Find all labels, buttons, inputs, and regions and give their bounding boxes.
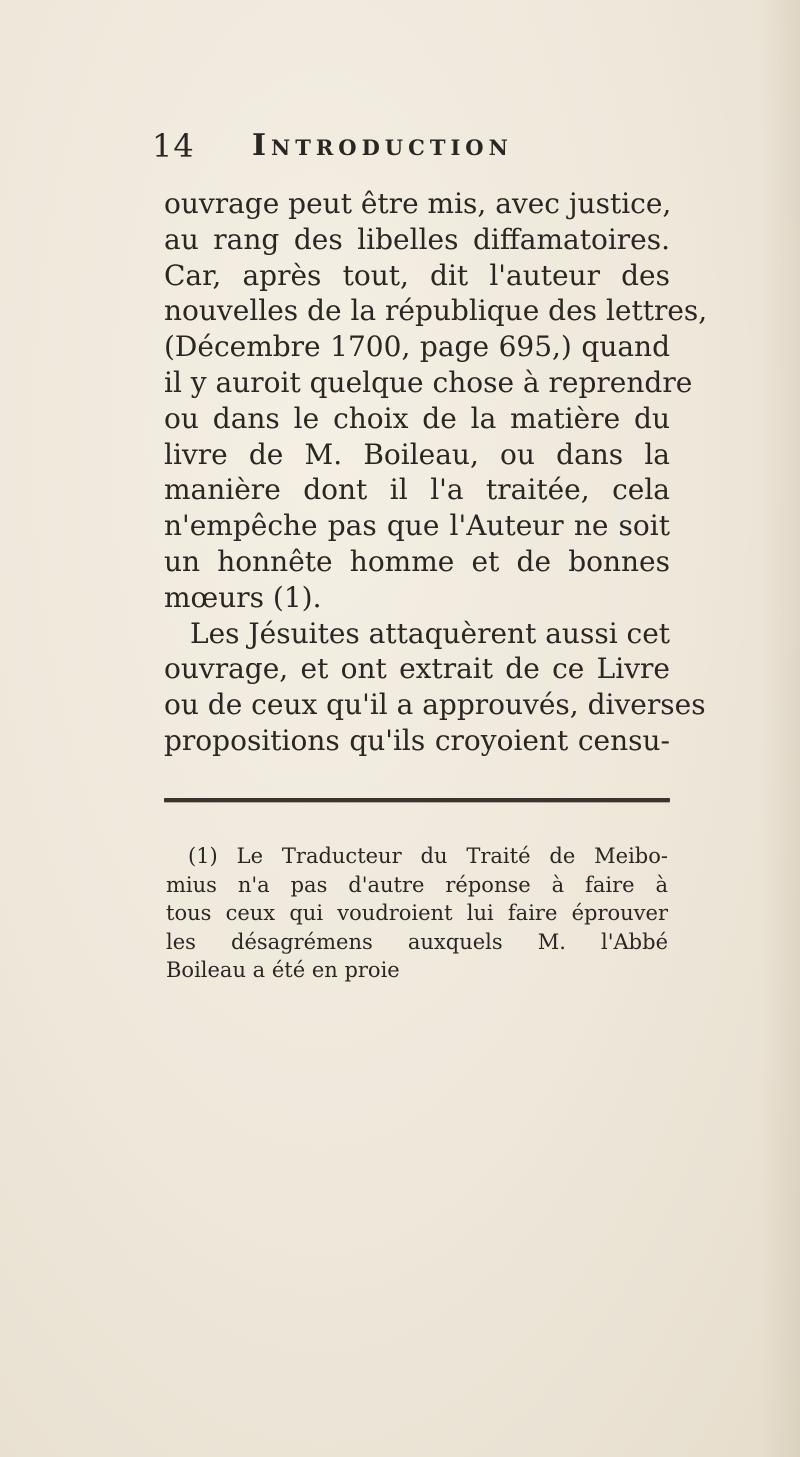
text-line: ouvrage, et ont extrait de ce Livre xyxy=(164,652,670,686)
footnote xyxy=(166,842,668,985)
footnote-line: les désagrémens auxquels M. l'Abbé xyxy=(166,929,668,954)
text-line: livre de M. Boileau, ou dans la xyxy=(164,437,670,471)
running-head: Introduction xyxy=(252,128,513,163)
page-edge-shadow xyxy=(760,0,800,1457)
text-line: manière dont il l'a traitée, cela xyxy=(164,473,670,507)
footnote-line: Boileau a été en proie xyxy=(166,958,400,982)
text-line: nouvelles de la république des lettres, xyxy=(164,294,708,328)
text-line: un honnête homme et de bonnes xyxy=(164,544,670,578)
text-line: Car, après tout, dit l'auteur des xyxy=(164,258,670,292)
text-line: propositions qu'ils croyoient censu- xyxy=(164,723,670,757)
footnote-line: mius n'a pas d'autre réponse à faire à xyxy=(166,872,668,897)
text-line: mœurs (1). xyxy=(164,580,322,614)
text-line: Les Jésuites attaquèrent aussi cet xyxy=(190,616,671,650)
text-line: ou de ceux qu'il a approuvés, diverses xyxy=(164,688,706,722)
footnote-line: (1) Le Traducteur du Traité de Meibo- xyxy=(188,844,668,868)
text-line: au rang des libelles diffamatoires. xyxy=(164,222,670,256)
text-line: ouvrage peut être mis, avec justice, xyxy=(164,187,672,220)
footnote-line: tous ceux qui voudroient lui faire éprouver xyxy=(166,901,668,925)
text-line: il y auroit quelque chose à reprendre xyxy=(164,365,693,399)
page-number: 14 xyxy=(152,127,195,165)
text-line: n'empêche pas que l'Auteur ne soit xyxy=(164,509,670,543)
text-line: (Décembre 1700, page 695,) quand xyxy=(164,330,670,364)
text-line: ou dans le choix de la matière du xyxy=(164,401,670,435)
main-text xyxy=(164,186,708,759)
footnote-divider xyxy=(164,798,670,802)
page-header xyxy=(152,128,672,168)
